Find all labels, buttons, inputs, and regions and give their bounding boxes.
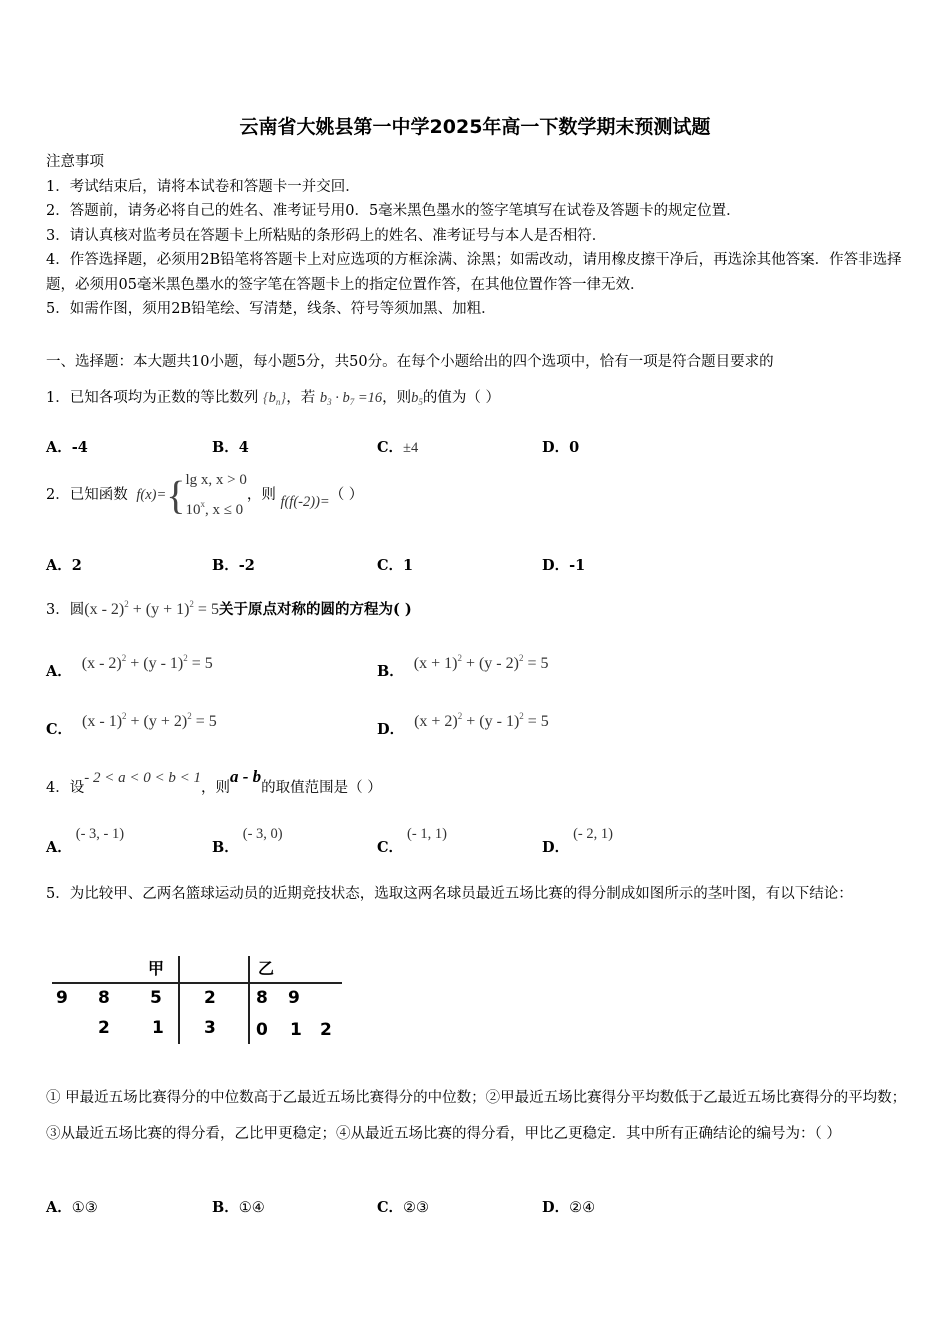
question-1	[46, 386, 908, 407]
question-4	[46, 766, 908, 796]
page-title: 云南省大姚县第一中学2025年高一下数学期末预测试题	[239, 116, 711, 138]
q5-number: 5．	[46, 886, 70, 902]
q2-option-c[interactable]: C．1	[377, 557, 414, 574]
q2-case-2: 10$^x$, x ≤ 0	[185, 499, 244, 518]
q1-sequence: $\{b_n\}$	[262, 390, 287, 407]
q1-number: 1．	[46, 390, 70, 406]
q4-expression: a - b	[229, 767, 262, 786]
notice-item-1: 1．考试结束后，请将本试卷和答题卡一并交回．	[46, 178, 360, 195]
q4-number: 4．	[46, 780, 70, 796]
q3-option-d[interactable]: D． $(x + 2)^2 + (y - 1)^2 = 5$	[377, 711, 549, 738]
q4-text-2: ，则	[200, 780, 230, 796]
q2-options	[46, 554, 908, 584]
q4-condition: - 2 < a < 0 < b < 1	[84, 770, 201, 786]
question-5	[46, 876, 908, 912]
section-heading: 一、选择题：本大题共10小题，每小题5分，共50分。在每个小题给出的四个选项中，恰有一项是符合题目要求的	[46, 354, 774, 370]
q1-option-c[interactable]: C．±4	[377, 439, 419, 456]
q3-number: 3．	[46, 602, 70, 618]
q2-option-d[interactable]: D．-1	[542, 557, 586, 574]
q3-option-c[interactable]: C． $(x - 1)^2 + (y + 2)^2 = 5$	[46, 711, 217, 738]
q2-expression: f(f(-2))=	[280, 494, 330, 510]
q5-text: 为比较甲、乙两名篮球运动员的近期竞技状态，选取这两名球员最近五场比赛的得分制成如图所示的茎叶图，有以下结论：	[69, 886, 853, 902]
q3-option-a[interactable]: A． (x - 2)$^2$ + (y - 1)$^2$ = 5	[46, 653, 213, 680]
stem-leaf-left: 1	[152, 1018, 164, 1038]
q3-text-1: 圆	[69, 602, 85, 618]
notice-item-3: 3．请认真核对监考员在答题卡上所粘贴的条形码上的姓名、准考证号与本人是否相符．	[46, 227, 607, 244]
stem-leaf-right: 0	[256, 1020, 268, 1040]
q4-option-a[interactable]: A．(- 3, - 1)	[46, 826, 125, 856]
stem-divider-right	[248, 956, 250, 1044]
q4-option-d[interactable]: D．(- 2, 1)	[542, 826, 613, 856]
q3-options-row-1	[46, 652, 908, 682]
q2-function-name: f(x)=	[136, 487, 167, 503]
notice-item-4: 4．作答选择题，必须用2B铅笔将答题卡上对应选项的方框涂满、涂黑；如需改动，请用橡皮擦干净后，再选涂其他答案．作答非选择题，必须用05毫米黑色墨水的签字笔在答题卡上的指定位置作答，在其他位置作答一律无效．	[46, 252, 902, 293]
question-3	[46, 598, 908, 619]
q5-option-b[interactable]: B．①④	[212, 1199, 265, 1216]
q1-target: $b_5$	[411, 390, 423, 407]
q1-options	[46, 436, 908, 466]
q2-case-1: lg x, x > 0	[185, 472, 247, 488]
stem-horizontal-line	[52, 982, 342, 984]
stem-leaf-plot	[52, 952, 352, 1052]
q1-text-4: 的值为（ ）	[422, 390, 500, 406]
q2-text-2: ，则	[246, 487, 276, 503]
q5-conclusions: ① 甲最近五场比赛得分的中位数高于乙最近五场比赛得分的中位数；②甲最近五场比赛得分平均数低于乙最近五场比赛得分的平均数；③从最近五场比赛的得分看，乙比甲更稳定；④从最近五场比赛的得分看，甲比乙更稳定．其中所有正确结论的编号为：（ ）	[46, 1090, 907, 1142]
q2-option-b[interactable]: B．-2	[212, 557, 255, 574]
stem-leaf-left: 9	[56, 988, 68, 1008]
stem-divider-left	[178, 956, 180, 1044]
notice-item-5: 5．如需作图，须用2B铅笔绘、写清楚，线条、符号等须加黑、加粗．	[46, 301, 496, 317]
q3-options-row-2	[46, 710, 908, 740]
q4-text-1: 设	[69, 780, 85, 796]
stem-value: 2	[204, 988, 216, 1008]
q4-option-c[interactable]: C．(- 1, 1)	[377, 826, 447, 856]
q5-option-a[interactable]: A．①③	[46, 1199, 98, 1216]
stem-leaf-right: 9	[288, 988, 300, 1008]
stem-value: 3	[204, 1018, 216, 1038]
q5-option-c[interactable]: C．②③	[377, 1199, 430, 1216]
q4-option-b[interactable]: B．(- 3, 0)	[212, 826, 283, 856]
notice-block	[46, 150, 908, 322]
notice-heading: 注意事项	[46, 154, 104, 170]
q1-option-b[interactable]: B．4	[212, 439, 249, 456]
q2-text-3: （ ）	[329, 487, 364, 503]
q1-option-d[interactable]: D．0	[542, 439, 580, 456]
q5-option-d[interactable]: D．②④	[542, 1199, 596, 1216]
q2-text-1: 已知函数	[69, 487, 128, 503]
q3-option-b[interactable]: B． $(x + 1)^2 + (y - 2)^2 = 5$	[377, 653, 549, 680]
stem-left-header: 甲	[148, 959, 165, 978]
q2-piecewise	[185, 468, 246, 522]
q4-text-3: 的取值范围是（ ）	[261, 780, 382, 796]
stem-leaf-right: 1	[290, 1020, 302, 1040]
q2-option-a[interactable]: A．2	[46, 557, 82, 574]
stem-leaf-left: 8	[98, 988, 110, 1008]
q3-circle-equation: $(x - 2)^2 + (y + 1)^2 = 5$	[84, 599, 219, 618]
question-2	[46, 468, 908, 522]
stem-leaf-right: 2	[320, 1020, 332, 1040]
q1-text-2: ，若	[286, 390, 316, 406]
q1-text-1: 已知各项均为正数的等比数列	[69, 390, 259, 406]
q5-options	[46, 1196, 908, 1226]
q1-option-a[interactable]: A．-4	[46, 439, 88, 456]
q3-text-2: 关于原点对称的圆的方程为( )	[218, 601, 412, 618]
q2-number: 2．	[46, 487, 70, 503]
notice-item-2: 2．答题前，请务必将自己的姓名、准考证号用0．5毫米黑色墨水的签字笔填写在试卷及答题卡的规定位置．	[46, 203, 741, 219]
q4-options	[46, 822, 908, 856]
q2-brace: {	[166, 472, 186, 518]
stem-leaf-left: 2	[98, 1018, 110, 1038]
stem-leaf-right: 8	[256, 988, 268, 1008]
stem-leaf-left: 5	[150, 988, 162, 1008]
q1-text-3: ，则	[382, 390, 412, 406]
stem-right-header: 乙	[258, 959, 275, 978]
q1-condition: $b_3 \cdot b_7 =16$	[319, 390, 383, 407]
